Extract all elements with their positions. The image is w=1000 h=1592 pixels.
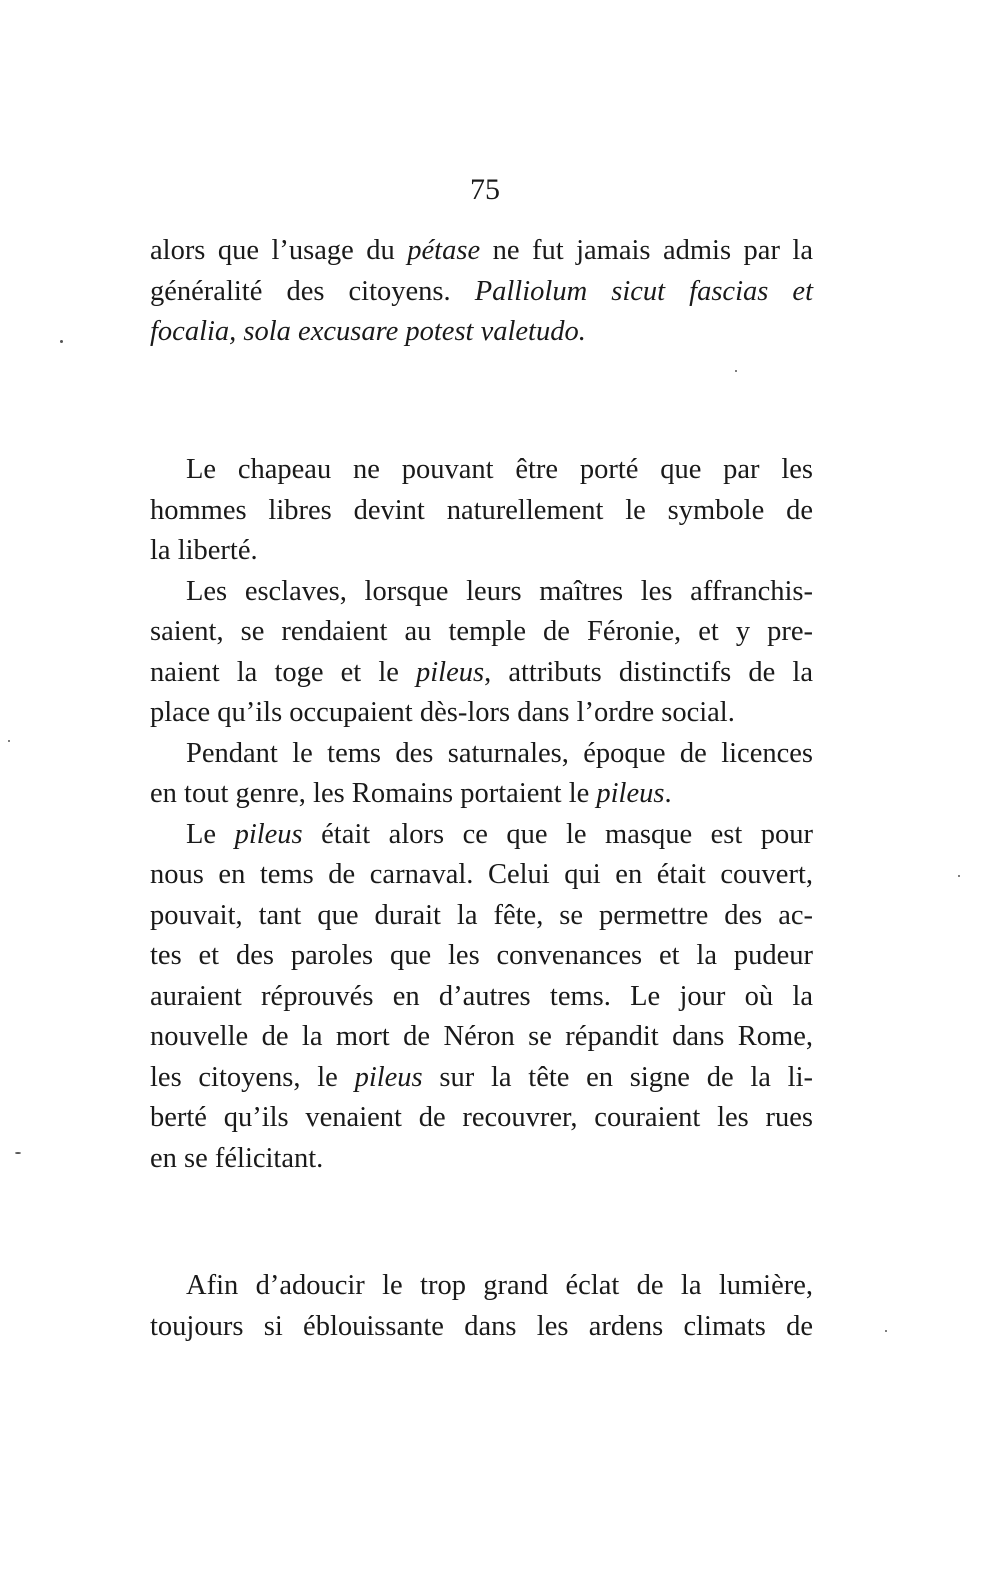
text-line: hommes libres devint naturellement le symbole de — [150, 494, 813, 526]
text-line: toujours si éblouissante dans les ardens climats de — [150, 1310, 813, 1342]
text-line: en se félicitant. — [150, 1142, 324, 1174]
text-line: la liberté. — [150, 535, 258, 566]
text-line: Le pileus était alors ce que le masque est pour — [186, 818, 813, 850]
text-line: en tout genre, les Romains portaient le pileus. — [150, 778, 672, 809]
text-line: Les esclaves, lorsque leurs maîtres les affranchis- — [186, 575, 813, 607]
scan-speck — [885, 1330, 887, 1332]
text-line: tes et des paroles que les convenances et la pudeur — [150, 940, 813, 971]
text-line: place qu’ils occupaient dès-lors dans l’ordre social. — [150, 697, 735, 728]
text-line: nous en tems de carnaval. Celui qui en était couvert, — [150, 859, 813, 890]
text-line: Pendant le tems des saturnales, époque de licences — [186, 737, 813, 769]
text-line: Afin d’adoucir le trop grand éclat de la lumière, — [186, 1270, 813, 1301]
text-line: généralité des citoyens. Palliolum sicut fascias et — [150, 275, 814, 307]
text-line: berté qu’ils venaient de recouvrer, couraient les rues — [150, 1102, 813, 1133]
text-line: alors que l’usage du pétase ne fut jamais admis par la — [150, 235, 813, 266]
page-number: 75 — [470, 173, 500, 206]
text-line: pouvait, tant que durait la fête, se permettre des ac- — [150, 899, 813, 931]
text-line: les citoyens, le pileus sur la tête en signe de la li- — [150, 1061, 813, 1093]
scan-speck — [735, 370, 737, 372]
text-line: saient, se rendaient au temple de Féronie, et y pre- — [150, 616, 813, 647]
text-line: nouvelle de la mort de Néron se répandit dans Rome, — [150, 1021, 813, 1052]
paragraph-continuation — [150, 231, 813, 353]
section-chapeau — [150, 450, 813, 1179]
text-line: Le chapeau ne pouvant être porté que par les — [186, 454, 813, 485]
scan-speck — [958, 875, 960, 877]
section-lumiere — [150, 1266, 813, 1347]
text-line: focalia, sola excusare potest valetudo. — [150, 316, 586, 347]
text-line: naient la toge et le pileus, attributs distinctifs de la — [150, 656, 813, 688]
scan-speck — [8, 740, 10, 742]
scan-speck — [15, 1152, 21, 1154]
text-line: auraient réprouvés en d’autres tems. Le jour où la — [150, 980, 813, 1012]
scan-speck — [60, 340, 63, 343]
